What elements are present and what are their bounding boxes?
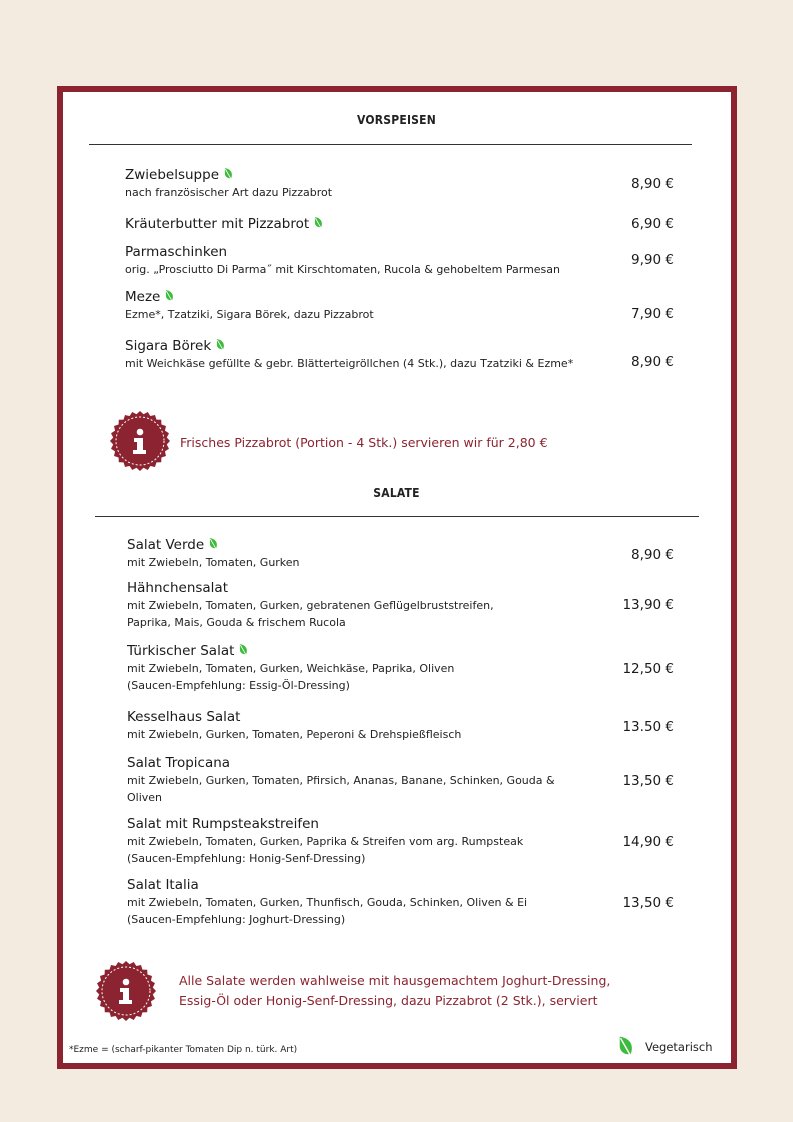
menu-item-price: 8,90 € [631, 547, 674, 563]
menu-item-price: 12,50 € [622, 661, 674, 677]
leaf-icon [618, 1035, 634, 1060]
menu-item-row [127, 537, 300, 554]
menu-item-description: mit Zwiebeln, Tomaten, Gurken, gebratenen Geflügelbruststreifen, [127, 599, 494, 612]
menu-item-price: 13,90 € [622, 597, 674, 613]
leaf-icon [216, 338, 225, 351]
menu-item-name: Salat mit Rumpsteakstreifen [127, 816, 319, 832]
menu-item-name: Zwiebelsuppe [125, 167, 220, 183]
section-heading: SALATE [373, 486, 420, 500]
menu-item-description: Ezme*, Tzatziki, Sigara Börek, dazu Pizzabrot [125, 308, 374, 321]
leaf-icon [165, 289, 174, 302]
menu-item [125, 216, 323, 233]
menu-item [127, 643, 454, 694]
menu-item [125, 338, 573, 372]
menu-item-price: 14,90 € [622, 834, 674, 850]
menu-item-description: mit Weichkäse gefüllte & gebr. Blätterteigröllchen (4 Stk.), dazu Tzatziki & Ezme* [125, 357, 574, 370]
menu-item [125, 289, 374, 323]
section-heading: VORSPEISEN [357, 113, 436, 127]
menu-item-price: 9,90 € [631, 252, 674, 268]
menu-item-row [127, 877, 527, 894]
section-divider [95, 516, 699, 517]
menu-item-row [127, 755, 555, 772]
menu-item-description: mit Zwiebeln, Gurken, Tomaten, Peperoni & Drehspießfleisch [127, 728, 462, 741]
info-badge-icon [109, 410, 171, 476]
menu-item-name: Parmaschinken [125, 244, 228, 260]
info-badge-icon [95, 960, 157, 1026]
menu-item-row [127, 816, 523, 833]
menu-item-price: 7,90 € [631, 306, 674, 322]
menu-item-row [125, 244, 560, 261]
menu-item [127, 755, 555, 806]
menu-item-description: Paprika, Mais, Gouda & frischem Rucola [127, 616, 346, 629]
menu-item-row [125, 338, 573, 355]
menu-item [127, 537, 300, 571]
menu-item-description: (Saucen-Empfehlung: Honig-Senf-Dressing) [127, 852, 366, 865]
menu-item-price: 6,90 € [631, 216, 674, 232]
menu-item [127, 580, 494, 631]
info-note-line: Alle Salate werden wahlweise mit hausgemachtem Joghurt-Dressing, [179, 973, 611, 988]
leaf-icon [209, 537, 218, 550]
menu-item [127, 877, 527, 928]
menu-item-description: mit Zwiebeln, Gurken, Tomaten, Pfirsich, Ananas, Banane, Schinken, Gouda & [127, 774, 555, 787]
menu-item-price: 13,50 € [622, 895, 674, 911]
menu-item-description: mit Zwiebeln, Tomaten, Gurken, Paprika & Streifen vom arg. Rumpsteak [127, 835, 524, 848]
menu-item [125, 167, 332, 201]
info-note [180, 433, 548, 453]
footnote: *Ezme = (scharf-pikanter Tomaten Dip n. türk. Art) [69, 1045, 298, 1055]
menu-item-row [125, 216, 323, 233]
leaf-icon [224, 167, 233, 180]
menu-item-name: Salat Tropicana [127, 755, 231, 771]
menu-item-name: Salat Italia [127, 877, 199, 893]
menu-item [127, 816, 523, 867]
menu-item-row [127, 580, 494, 597]
menu-item [127, 709, 461, 743]
menu-item-name: Salat Verde [127, 537, 205, 553]
menu-item-price: 8,90 € [631, 176, 674, 192]
menu-item-description: mit Zwiebeln, Tomaten, Gurken, Thunfisch, Gouda, Schinken, Oliven & Ei [127, 896, 528, 909]
menu-item-name: Kesselhaus Salat [127, 709, 241, 725]
menu-item-description: nach französischer Art dazu Pizzabrot [125, 186, 333, 199]
menu-item-name: Meze [125, 289, 161, 305]
menu-item-row [125, 289, 374, 306]
section-divider [89, 144, 692, 145]
legend-label: Vegetarisch [645, 1040, 713, 1054]
menu-item-description: (Saucen-Empfehlung: Joghurt-Dressing) [127, 913, 346, 926]
menu-item-description: (Saucen-Empfehlung: Essig-Öl-Dressing) [127, 679, 350, 692]
menu-item-description: orig. „Prosciutto Di Parma˝ mit Kirschtomaten, Rucola & gehobeltem Parmesan [125, 263, 561, 276]
menu-item-row [127, 643, 454, 660]
menu-item-name: Hähnchensalat [127, 580, 228, 596]
menu-item-price: 13.50 € [622, 719, 674, 735]
menu-item-name: Kräuterbutter mit Pizzabrot [125, 216, 310, 232]
menu-item-description: mit Zwiebeln, Tomaten, Gurken [127, 556, 300, 569]
info-note [179, 971, 610, 1011]
menu-item-description: mit Zwiebeln, Tomaten, Gurken, Weichkäse, Paprika, Oliven [127, 662, 455, 675]
menu-item-row [125, 167, 332, 184]
leaf-icon [314, 216, 323, 229]
menu-item [125, 244, 560, 278]
menu-item-name: Türkischer Salat [127, 643, 235, 659]
menu-item-description: Oliven [127, 791, 163, 804]
info-note-line: Frisches Pizzabrot (Portion - 4 Stk.) servieren wir für 2,80 € [180, 435, 548, 450]
leaf-icon [239, 643, 248, 656]
menu-item-price: 13,50 € [622, 773, 674, 789]
menu-item-price: 8,90 € [631, 354, 674, 370]
info-note-line: Essig-Öl oder Honig-Senf-Dressing, dazu Pizzabrot (2 Stk.), serviert [179, 993, 598, 1008]
menu-item-row [127, 709, 461, 726]
menu-item-name: Sigara Börek [125, 338, 212, 354]
